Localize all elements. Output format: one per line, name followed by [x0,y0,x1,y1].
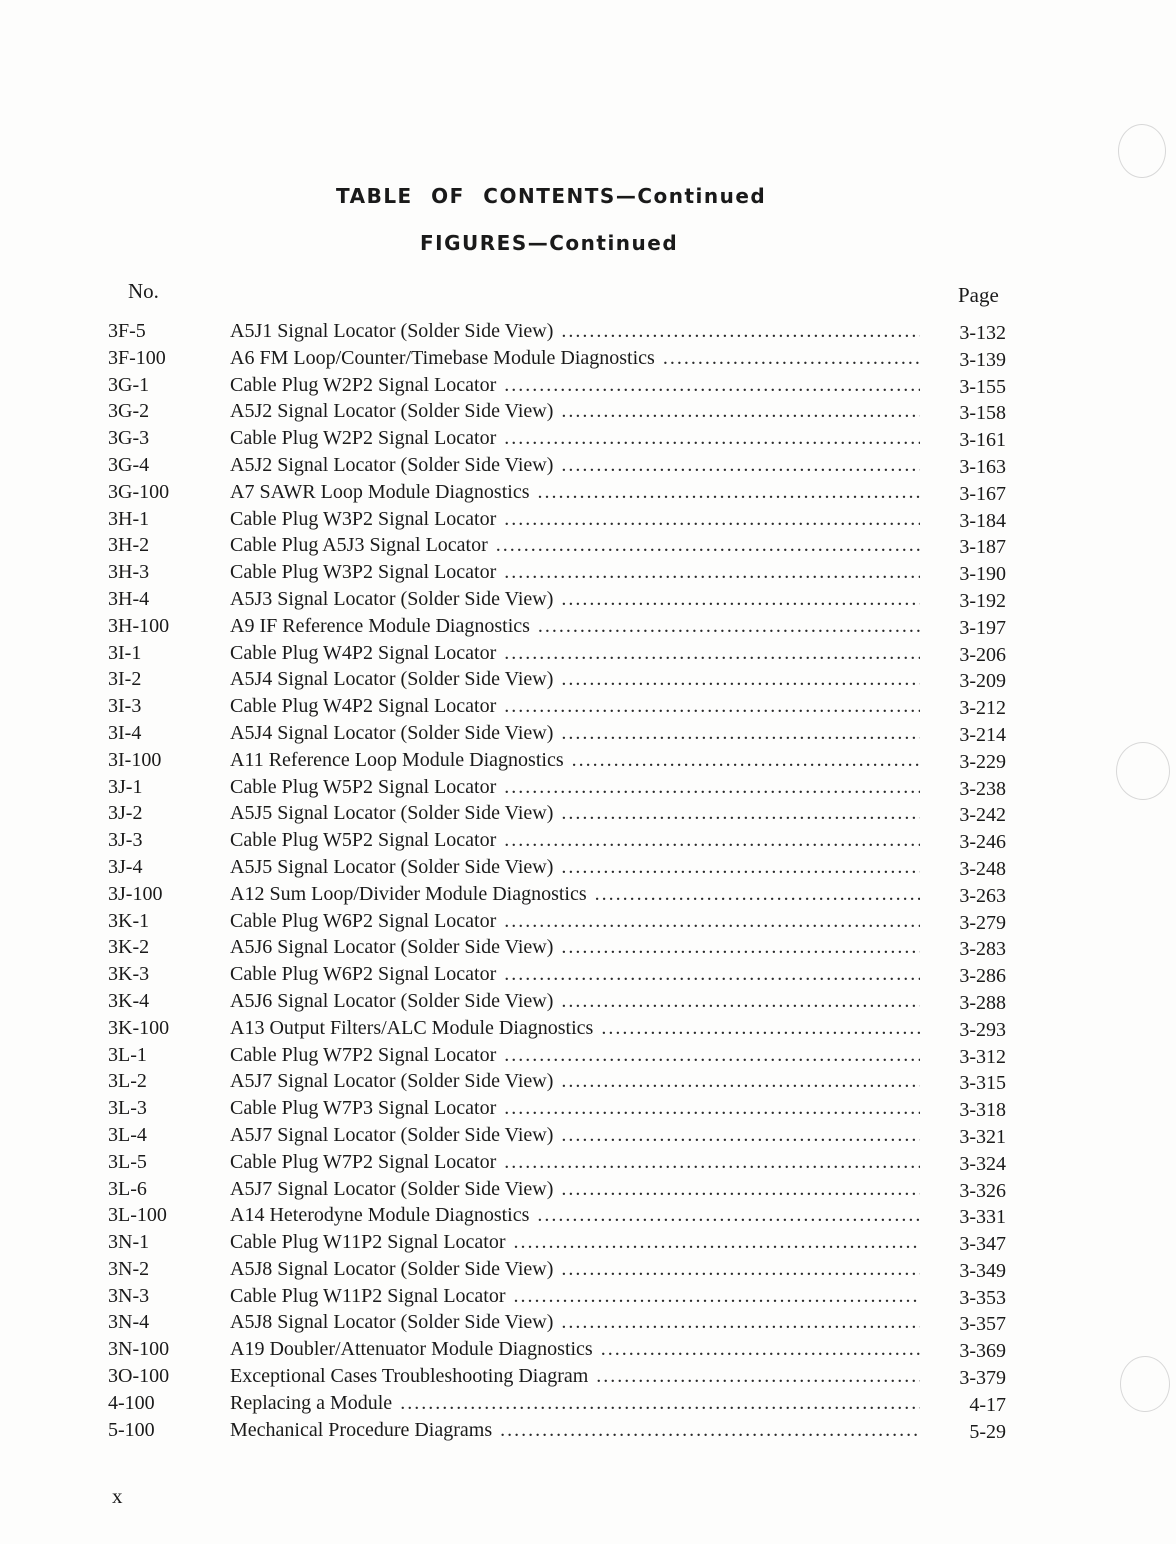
figure-number: 3O-100 [108,1365,170,1388]
page-number: 3-369 [959,1340,1006,1363]
figure-number: 3K-100 [108,1016,170,1039]
figure-entry [230,506,920,532]
figure-title: Cable Plug W3P2 Signal Locator [230,561,497,584]
figure-title: Cable Plug W3P2 Signal Locator [230,507,497,530]
figure-title: A5J7 Signal Locator (Solder Side View) [230,1177,554,1200]
toc-row [0,666,1176,693]
toc-row [0,988,1176,1015]
toc-row [0,613,1176,640]
figure-entry [230,318,920,344]
page-number: 4-17 [969,1393,1006,1416]
figure-number: 3K-4 [108,989,150,1012]
figure-number: 3J-4 [108,855,143,878]
figure-number: 3G-1 [108,373,150,396]
figure-entry [230,1122,920,1148]
dot-leader [601,1336,920,1362]
figure-title: A5J8 Signal Locator (Solder Side View) [230,1257,554,1280]
figure-title: Cable Plug A5J3 Signal Locator [230,534,488,557]
toc-row [0,881,1176,908]
page-number: 3-283 [959,938,1006,961]
page-number: 3-293 [959,1018,1006,1041]
figure-title: A6 FM Loop/Counter/Timebase Module Diagnostics [230,346,655,369]
page-marker: x [112,1484,123,1508]
page-number: 3-214 [959,723,1006,746]
figure-number: 3L-6 [108,1177,147,1200]
dot-leader [504,774,920,800]
figure-title: Cable Plug W6P2 Signal Locator [230,963,497,986]
figure-entry [230,398,920,424]
dot-leader [561,800,920,826]
figure-title: Cable Plug W2P2 Signal Locator [230,373,497,396]
page-number: 3-209 [959,670,1006,693]
figure-entry [230,479,920,505]
page-number: 3-139 [959,348,1006,371]
dot-leader [561,666,920,692]
dot-leader [595,881,920,907]
figure-entry [230,827,920,853]
figure-title: Cable Plug W11P2 Signal Locator [230,1231,506,1254]
toc-row [0,1122,1176,1149]
page-number: 3-349 [959,1259,1006,1282]
dot-leader [504,372,920,398]
figure-number: 3I-1 [108,641,142,664]
dot-leader [504,506,920,532]
figure-title: A5J8 Signal Locator (Solder Side View) [230,1311,554,1334]
figure-entry [230,425,920,451]
figure-title: Cable Plug W5P2 Signal Locator [230,829,497,852]
figure-title: Cable Plug W6P2 Signal Locator [230,909,497,932]
figure-title: A12 Sum Loop/Divider Module Diagnostics [230,882,587,905]
figure-entry [230,747,920,773]
figure-title: A7 SAWR Loop Module Diagnostics [230,480,530,503]
page-number: 3-229 [959,750,1006,773]
toc-row [0,1068,1176,1095]
dot-leader [537,1202,920,1228]
figure-entry [230,854,920,880]
page-number: 3-163 [959,455,1006,478]
figure-number: 3L-4 [108,1123,147,1146]
figure-list [0,318,1176,1443]
figure-entry [230,1149,920,1175]
figure-title: Cable Plug W7P2 Signal Locator [230,1043,497,1066]
toc-row [0,720,1176,747]
figure-title: A5J3 Signal Locator (Solder Side View) [230,587,554,610]
page-number: 3-132 [959,322,1006,344]
page-number: 3-288 [959,991,1006,1014]
dot-leader [538,479,921,505]
dot-leader [561,1122,920,1148]
toc-row [0,747,1176,774]
dot-leader [504,425,920,451]
page-number: 3-331 [959,1206,1006,1229]
toc-row [0,1390,1176,1417]
figure-entry [230,1095,920,1121]
dot-leader [596,1363,920,1389]
figure-entry [230,1390,920,1416]
figure-entry [230,1283,920,1309]
figure-number: 3K-1 [108,909,150,932]
page-number: 3-206 [959,643,1006,666]
number-column-header: No. [128,279,159,303]
figure-number: 3G-2 [108,400,150,423]
page-number: 3-242 [959,804,1006,827]
toc-row [0,452,1176,479]
page-number: 3-318 [959,1099,1006,1122]
figure-number: 4-100 [108,1391,155,1414]
page-number: 3-246 [959,831,1006,854]
toc-row [0,854,1176,881]
page-number: 3-326 [959,1179,1006,1202]
figure-number: 3J-3 [108,829,143,852]
figure-number: 3N-4 [108,1311,150,1334]
figure-entry [230,1417,920,1443]
toc-row [0,640,1176,667]
figure-title: Cable Plug W4P2 Signal Locator [230,641,497,664]
figure-title: A5J1 Signal Locator (Solder Side View) [230,320,554,342]
dot-leader [663,345,920,371]
figure-title: A5J7 Signal Locator (Solder Side View) [230,1123,554,1146]
figure-title: A5J2 Signal Locator (Solder Side View) [230,453,554,476]
figure-entry [230,345,920,371]
figure-entry [230,1229,920,1255]
toc-row [0,1283,1176,1310]
figure-title: A5J4 Signal Locator (Solder Side View) [230,668,554,691]
toc-row [0,1256,1176,1283]
figure-number: 3J-100 [108,882,163,905]
figure-number: 3N-1 [108,1231,150,1254]
dot-leader [561,586,920,612]
page-number: 3-212 [959,697,1006,720]
figure-number: 3L-1 [108,1043,147,1066]
figure-title: A5J5 Signal Locator (Solder Side View) [230,802,554,825]
figure-entry [230,1068,920,1094]
dot-leader [514,1283,920,1309]
toc-row [0,398,1176,425]
figure-entry [230,693,920,719]
dot-leader [561,988,920,1014]
figure-number: 3G-3 [108,427,150,450]
figure-entry [230,800,920,826]
figure-number: 3N-100 [108,1338,170,1361]
dot-leader [504,827,920,853]
toc-row [0,586,1176,613]
figure-number: 3F-5 [108,320,146,342]
figure-number: 3L-5 [108,1150,147,1173]
figure-title: Cable Plug W4P2 Signal Locator [230,695,497,718]
figure-number: 3H-2 [108,534,150,557]
figure-title: A5J6 Signal Locator (Solder Side View) [230,936,554,959]
figure-entry [230,559,920,585]
figure-entry [230,640,920,666]
scan-speck-decoration [1118,124,1166,178]
dot-leader [561,720,920,746]
figure-entry [230,1202,920,1228]
page-number: 3-324 [959,1152,1006,1175]
figure-number: 3I-4 [108,721,142,744]
figure-entry [230,1256,920,1282]
figure-number: 3G-4 [108,453,150,476]
page-number: 5-29 [969,1420,1006,1443]
figures-heading: FIGURES—Continued [420,231,679,255]
figure-title: A9 IF Reference Module Diagnostics [230,614,530,637]
dot-leader [561,1256,920,1282]
dot-leader [538,613,920,639]
dot-leader [504,961,920,987]
dot-leader [561,1309,920,1335]
page-number: 3-190 [959,563,1006,586]
toc-row [0,1149,1176,1176]
toc-row [0,425,1176,452]
figure-entry [230,720,920,746]
toc-row [0,532,1176,559]
figure-title: Exceptional Cases Troubleshooting Diagram [230,1365,589,1388]
figure-entry [230,1336,920,1362]
figure-title: A5J6 Signal Locator (Solder Side View) [230,989,554,1012]
figure-entry [230,1176,920,1202]
scan-speck-decoration [1120,1356,1170,1412]
page-number: 3-158 [959,402,1006,425]
figure-title: Cable Plug W11P2 Signal Locator [230,1284,506,1307]
figure-title: Cable Plug W2P2 Signal Locator [230,427,497,450]
figure-entry [230,881,920,907]
figure-entry [230,934,920,960]
toc-row [0,1042,1176,1069]
dot-leader [504,1095,920,1121]
toc-row [0,908,1176,935]
dot-leader [504,1149,920,1175]
toc-row [0,1095,1176,1122]
toc-row [0,506,1176,533]
figure-entry [230,666,920,692]
toc-row [0,693,1176,720]
dot-leader [561,934,920,960]
figure-number: 3N-3 [108,1284,150,1307]
dot-leader [400,1390,920,1416]
page-number: 3-315 [959,1072,1006,1095]
dot-leader [561,452,920,478]
figure-title: A5J4 Signal Locator (Solder Side View) [230,721,554,744]
figure-entry [230,1363,920,1389]
figure-entry [230,988,920,1014]
figure-number: 3K-2 [108,936,150,959]
figure-number: 3F-100 [108,346,166,369]
toc-row [0,961,1176,988]
figure-entry [230,1015,920,1041]
figure-number: 3J-2 [108,802,143,825]
dot-leader [504,908,920,934]
figure-title: A13 Output Filters/ALC Module Diagnostics [230,1016,594,1039]
page-number: 3-187 [959,536,1006,559]
dot-leader [504,1042,920,1068]
page-number: 3-357 [959,1313,1006,1336]
page-number: 3-353 [959,1286,1006,1309]
page-number: 3-161 [959,429,1006,452]
toc-row [0,345,1176,372]
figure-number: 3I-100 [108,748,162,771]
toc-row [0,1309,1176,1336]
dot-leader [561,318,920,344]
figure-number: 3G-100 [108,480,170,503]
figure-number: 3H-100 [108,614,170,637]
figure-title: A19 Doubler/Attenuator Module Diagnostics [230,1338,593,1361]
figure-number: 3N-2 [108,1257,150,1280]
figure-entry [230,613,920,639]
page-number: 3-248 [959,857,1006,880]
figure-entry [230,1309,920,1335]
dot-leader [496,532,920,558]
toc-row [0,1417,1176,1444]
figure-number: 3I-3 [108,695,142,718]
dot-leader [601,1015,920,1041]
toc-row [0,372,1176,399]
toc-row [0,934,1176,961]
figure-entry [230,961,920,987]
toc-row [0,1176,1176,1203]
page-number: 3-197 [959,616,1006,639]
figure-entry [230,908,920,934]
page-number: 3-347 [959,1233,1006,1256]
dot-leader [504,693,920,719]
toc-row [0,1202,1176,1229]
figure-entry [230,532,920,558]
figure-number: 3K-3 [108,963,150,986]
toc-heading: TABLE OF CONTENTS—Continued [336,184,767,208]
page-number: 3-167 [959,482,1006,505]
figure-number: 3L-2 [108,1070,147,1093]
figure-title: Cable Plug W7P3 Signal Locator [230,1097,497,1120]
toc-row [0,1363,1176,1390]
dot-leader [572,747,920,773]
toc-row [0,479,1176,506]
toc-row [0,1336,1176,1363]
toc-row [0,1015,1176,1042]
toc-row [0,800,1176,827]
figure-entry [230,586,920,612]
figure-title: A11 Reference Loop Module Diagnostics [230,748,564,771]
page-number: 3-379 [959,1367,1006,1390]
figure-title: Cable Plug W7P2 Signal Locator [230,1150,497,1173]
page-number: 3-238 [959,777,1006,800]
page-number: 3-263 [959,884,1006,907]
figure-number: 3H-4 [108,587,150,610]
dot-leader [504,559,920,585]
figure-number: 3J-1 [108,775,143,798]
figure-entry [230,372,920,398]
toc-row [0,318,1176,345]
figure-number: 5-100 [108,1418,155,1441]
figure-entry [230,1042,920,1068]
figure-title: A5J2 Signal Locator (Solder Side View) [230,400,554,423]
figure-title: A5J7 Signal Locator (Solder Side View) [230,1070,554,1093]
dot-leader [561,1176,920,1202]
figure-number: 3H-1 [108,507,150,530]
figure-title: A14 Heterodyne Module Diagnostics [230,1204,530,1227]
toc-row [0,774,1176,801]
toc-row [0,1229,1176,1256]
toc-row [0,559,1176,586]
figure-number: 3I-2 [108,668,142,691]
figure-entry [230,774,920,800]
page-number: 3-286 [959,965,1006,988]
page-number: 3-192 [959,589,1006,612]
page-number: 3-279 [959,911,1006,934]
figure-title: Cable Plug W5P2 Signal Locator [230,775,497,798]
page-number: 3-312 [959,1045,1006,1068]
dot-leader [561,398,920,424]
dot-leader [504,640,920,666]
figure-number: 3H-3 [108,561,150,584]
scan-speck-decoration [1116,742,1170,800]
toc-row [0,827,1176,854]
figure-entry [230,452,920,478]
page-number: 3-321 [959,1125,1006,1148]
figure-title: A5J5 Signal Locator (Solder Side View) [230,855,554,878]
dot-leader [561,854,920,880]
page-column-header: Page [958,283,999,307]
figure-title: Mechanical Procedure Diagrams [230,1418,493,1441]
figure-number: 3L-3 [108,1097,147,1120]
dot-leader [500,1417,920,1443]
dot-leader [561,1068,920,1094]
page-number: 3-184 [959,509,1006,532]
figure-title: Replacing a Module [230,1391,393,1414]
figure-number: 3L-100 [108,1204,167,1227]
page-number: 3-155 [959,375,1006,398]
dot-leader [514,1229,920,1255]
